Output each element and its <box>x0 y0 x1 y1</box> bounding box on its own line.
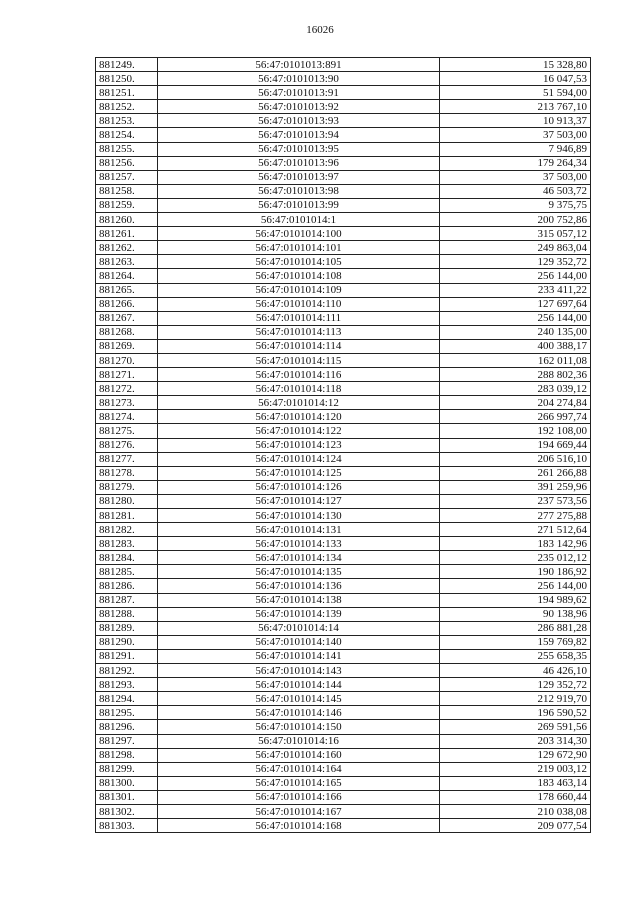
value-cell: 204 274,84 <box>440 396 591 410</box>
table-row <box>96 72 591 86</box>
cadastral-number-cell: 56:47:0101013:93 <box>158 114 440 128</box>
cadastral-number-cell: 56:47:0101014:146 <box>158 706 440 720</box>
row-number-cell: 881278. <box>96 466 158 480</box>
row-number-cell: 881279. <box>96 480 158 494</box>
cadastral-number-cell: 56:47:0101014:160 <box>158 748 440 762</box>
table-row <box>96 523 591 537</box>
cadastral-number-cell: 56:47:0101013:97 <box>158 170 440 184</box>
cadastral-number-cell: 56:47:0101014:125 <box>158 466 440 480</box>
value-cell: 233 411,22 <box>440 283 591 297</box>
cadastral-number-cell: 56:47:0101013:94 <box>158 128 440 142</box>
row-number-cell: 881261. <box>96 227 158 241</box>
value-cell: 194 989,62 <box>440 593 591 607</box>
table-row <box>96 776 591 790</box>
value-cell: 129 352,72 <box>440 255 591 269</box>
value-cell: 179 264,34 <box>440 156 591 170</box>
row-number-cell: 881274. <box>96 410 158 424</box>
table-row <box>96 734 591 748</box>
table-row <box>96 480 591 494</box>
value-cell: 269 591,56 <box>440 720 591 734</box>
cadastral-number-cell: 56:47:0101014:131 <box>158 523 440 537</box>
table-row <box>96 353 591 367</box>
cadastral-number-cell: 56:47:0101014:141 <box>158 649 440 663</box>
table-row <box>96 762 591 776</box>
value-cell: 9 375,75 <box>440 198 591 212</box>
table-row <box>96 269 591 283</box>
cadastral-number-cell: 56:47:0101014:136 <box>158 579 440 593</box>
row-number-cell: 881301. <box>96 790 158 804</box>
value-cell: 286 881,28 <box>440 621 591 635</box>
table-row <box>96 790 591 804</box>
row-number-cell: 881289. <box>96 621 158 635</box>
value-cell: 183 463,14 <box>440 776 591 790</box>
row-number-cell: 881283. <box>96 537 158 551</box>
cadastral-number-cell: 56:47:0101014:134 <box>158 551 440 565</box>
cadastral-number-cell: 56:47:0101014:122 <box>158 424 440 438</box>
table-row <box>96 748 591 762</box>
cadastral-number-cell: 56:47:0101014:101 <box>158 241 440 255</box>
table-row <box>96 410 591 424</box>
table-row <box>96 537 591 551</box>
cadastral-number-cell: 56:47:0101014:114 <box>158 339 440 353</box>
table-row <box>96 424 591 438</box>
row-number-cell: 881264. <box>96 269 158 283</box>
row-number-cell: 881272. <box>96 382 158 396</box>
table-row <box>96 255 591 269</box>
table-row <box>96 283 591 297</box>
row-number-cell: 881290. <box>96 635 158 649</box>
row-number-cell: 881276. <box>96 438 158 452</box>
cadastral-number-cell: 56:47:0101014:145 <box>158 692 440 706</box>
table-row <box>96 213 591 227</box>
table-row <box>96 156 591 170</box>
cadastral-number-cell: 56:47:0101014:130 <box>158 509 440 523</box>
row-number-cell: 881257. <box>96 170 158 184</box>
row-number-cell: 881302. <box>96 804 158 818</box>
value-cell: 46 426,10 <box>440 664 591 678</box>
value-cell: 51 594,00 <box>440 86 591 100</box>
value-cell: 209 077,54 <box>440 819 591 833</box>
value-cell: 159 769,82 <box>440 635 591 649</box>
value-cell: 288 802,36 <box>440 368 591 382</box>
cadastral-number-cell: 56:47:0101014:108 <box>158 269 440 283</box>
row-number-cell: 881292. <box>96 664 158 678</box>
table-row <box>96 678 591 692</box>
value-cell: 46 503,72 <box>440 184 591 198</box>
table-row <box>96 339 591 353</box>
value-cell: 162 011,08 <box>440 353 591 367</box>
table-row <box>96 706 591 720</box>
table-row <box>96 720 591 734</box>
table-row <box>96 804 591 818</box>
row-number-cell: 881255. <box>96 142 158 156</box>
row-number-cell: 881293. <box>96 678 158 692</box>
cadastral-number-cell: 56:47:0101013:891 <box>158 58 440 72</box>
table-row <box>96 551 591 565</box>
cadastral-number-cell: 56:47:0101014:124 <box>158 452 440 466</box>
table-row <box>96 494 591 508</box>
row-number-cell: 881249. <box>96 58 158 72</box>
table-row <box>96 438 591 452</box>
cadastral-number-cell: 56:47:0101014:110 <box>158 297 440 311</box>
cadastral-number-cell: 56:47:0101014:1 <box>158 213 440 227</box>
cadastral-number-cell: 56:47:0101014:127 <box>158 494 440 508</box>
cadastral-number-cell: 56:47:0101014:150 <box>158 720 440 734</box>
row-number-cell: 881270. <box>96 353 158 367</box>
value-cell: 219 003,12 <box>440 762 591 776</box>
row-number-cell: 881260. <box>96 213 158 227</box>
row-number-cell: 881286. <box>96 579 158 593</box>
table-row <box>96 635 591 649</box>
cadastral-number-cell: 56:47:0101013:99 <box>158 198 440 212</box>
value-cell: 203 314,30 <box>440 734 591 748</box>
value-cell: 206 516,10 <box>440 452 591 466</box>
row-number-cell: 881297. <box>96 734 158 748</box>
cadastral-number-cell: 56:47:0101014:123 <box>158 438 440 452</box>
row-number-cell: 881294. <box>96 692 158 706</box>
table-row <box>96 227 591 241</box>
cadastral-number-cell: 56:47:0101014:168 <box>158 819 440 833</box>
value-cell: 255 658,35 <box>440 649 591 663</box>
cadastral-number-cell: 56:47:0101013:92 <box>158 100 440 114</box>
cadastral-number-cell: 56:47:0101014:105 <box>158 255 440 269</box>
value-cell: 210 038,08 <box>440 804 591 818</box>
table-row <box>96 565 591 579</box>
value-cell: 256 144,00 <box>440 311 591 325</box>
value-cell: 249 863,04 <box>440 241 591 255</box>
cadastral-number-cell: 56:47:0101014:166 <box>158 790 440 804</box>
cadastral-number-cell: 56:47:0101014:143 <box>158 664 440 678</box>
value-cell: 129 672,90 <box>440 748 591 762</box>
row-number-cell: 881280. <box>96 494 158 508</box>
cadastral-number-cell: 56:47:0101014:167 <box>158 804 440 818</box>
value-cell: 277 275,88 <box>440 509 591 523</box>
cadastral-number-cell: 56:47:0101013:91 <box>158 86 440 100</box>
value-cell: 16 047,53 <box>440 72 591 86</box>
value-cell: 235 012,12 <box>440 551 591 565</box>
cadastral-number-cell: 56:47:0101014:165 <box>158 776 440 790</box>
value-cell: 400 388,17 <box>440 339 591 353</box>
cadastral-number-cell: 56:47:0101014:140 <box>158 635 440 649</box>
row-number-cell: 881291. <box>96 649 158 663</box>
table-row <box>96 142 591 156</box>
row-number-cell: 881277. <box>96 452 158 466</box>
cadastral-number-cell: 56:47:0101014:138 <box>158 593 440 607</box>
row-number-cell: 881250. <box>96 72 158 86</box>
value-cell: 127 697,64 <box>440 297 591 311</box>
table-row <box>96 382 591 396</box>
cadastral-number-cell: 56:47:0101014:113 <box>158 325 440 339</box>
value-cell: 212 919,70 <box>440 692 591 706</box>
row-number-cell: 881285. <box>96 565 158 579</box>
cadastral-number-cell: 56:47:0101014:109 <box>158 283 440 297</box>
table-row <box>96 325 591 339</box>
table-row <box>96 579 591 593</box>
table-row <box>96 607 591 621</box>
row-number-cell: 881258. <box>96 184 158 198</box>
row-number-cell: 881259. <box>96 198 158 212</box>
row-number-cell: 881303. <box>96 819 158 833</box>
cadastral-number-cell: 56:47:0101014:12 <box>158 396 440 410</box>
row-number-cell: 881252. <box>96 100 158 114</box>
row-number-cell: 881288. <box>96 607 158 621</box>
cadastral-number-cell: 56:47:0101014:126 <box>158 480 440 494</box>
row-number-cell: 881251. <box>96 86 158 100</box>
row-number-cell: 881266. <box>96 297 158 311</box>
row-number-cell: 881268. <box>96 325 158 339</box>
table-row <box>96 466 591 480</box>
value-cell: 200 752,86 <box>440 213 591 227</box>
value-cell: 129 352,72 <box>440 678 591 692</box>
table-row <box>96 184 591 198</box>
table-row <box>96 198 591 212</box>
row-number-cell: 881281. <box>96 509 158 523</box>
table-body <box>96 58 591 833</box>
row-number-cell: 881267. <box>96 311 158 325</box>
row-number-cell: 881263. <box>96 255 158 269</box>
cadastral-number-cell: 56:47:0101014:133 <box>158 537 440 551</box>
value-cell: 391 259,96 <box>440 480 591 494</box>
cadastral-number-cell: 56:47:0101014:164 <box>158 762 440 776</box>
cadastral-number-cell: 56:47:0101014:139 <box>158 607 440 621</box>
value-cell: 196 590,52 <box>440 706 591 720</box>
table-row <box>96 368 591 382</box>
value-cell: 256 144,00 <box>440 579 591 593</box>
row-number-cell: 881256. <box>96 156 158 170</box>
row-number-cell: 881262. <box>96 241 158 255</box>
table-row <box>96 509 591 523</box>
row-number-cell: 881295. <box>96 706 158 720</box>
value-cell: 178 660,44 <box>440 790 591 804</box>
value-cell: 213 767,10 <box>440 100 591 114</box>
cadastral-number-cell: 56:47:0101014:135 <box>158 565 440 579</box>
table-row <box>96 396 591 410</box>
value-cell: 271 512,64 <box>440 523 591 537</box>
table-row <box>96 114 591 128</box>
table-row <box>96 100 591 114</box>
row-number-cell: 881253. <box>96 114 158 128</box>
table-row <box>96 311 591 325</box>
cadastral-number-cell: 56:47:0101014:14 <box>158 621 440 635</box>
cadastral-number-cell: 56:47:0101013:90 <box>158 72 440 86</box>
value-cell: 15 328,80 <box>440 58 591 72</box>
row-number-cell: 881299. <box>96 762 158 776</box>
value-cell: 37 503,00 <box>440 128 591 142</box>
table-row <box>96 649 591 663</box>
table-row <box>96 297 591 311</box>
value-cell: 194 669,44 <box>440 438 591 452</box>
table-row <box>96 593 591 607</box>
value-cell: 237 573,56 <box>440 494 591 508</box>
row-number-cell: 881269. <box>96 339 158 353</box>
row-number-cell: 881271. <box>96 368 158 382</box>
row-number-cell: 881275. <box>96 424 158 438</box>
table-row <box>96 452 591 466</box>
table-row <box>96 170 591 184</box>
row-number-cell: 881254. <box>96 128 158 142</box>
cadastral-number-cell: 56:47:0101013:95 <box>158 142 440 156</box>
cadastral-value-table <box>95 57 591 833</box>
table-row <box>96 819 591 833</box>
value-cell: 256 144,00 <box>440 269 591 283</box>
table-row <box>96 128 591 142</box>
value-cell: 283 039,12 <box>440 382 591 396</box>
value-cell: 90 138,96 <box>440 607 591 621</box>
row-number-cell: 881273. <box>96 396 158 410</box>
table-row <box>96 621 591 635</box>
row-number-cell: 881298. <box>96 748 158 762</box>
cadastral-number-cell: 56:47:0101014:144 <box>158 678 440 692</box>
cadastral-number-cell: 56:47:0101014:111 <box>158 311 440 325</box>
table-row <box>96 692 591 706</box>
table-row <box>96 86 591 100</box>
value-cell: 240 135,00 <box>440 325 591 339</box>
value-cell: 37 503,00 <box>440 170 591 184</box>
cadastral-number-cell: 56:47:0101014:16 <box>158 734 440 748</box>
value-cell: 183 142,96 <box>440 537 591 551</box>
value-cell: 10 913,37 <box>440 114 591 128</box>
cadastral-number-cell: 56:47:0101013:96 <box>158 156 440 170</box>
value-cell: 261 266,88 <box>440 466 591 480</box>
row-number-cell: 881265. <box>96 283 158 297</box>
value-cell: 7 946,89 <box>440 142 591 156</box>
table-row <box>96 241 591 255</box>
row-number-cell: 881296. <box>96 720 158 734</box>
value-cell: 266 997,74 <box>440 410 591 424</box>
value-cell: 192 108,00 <box>440 424 591 438</box>
page-number: 16026 <box>306 24 334 36</box>
cadastral-number-cell: 56:47:0101014:116 <box>158 368 440 382</box>
row-number-cell: 881282. <box>96 523 158 537</box>
cadastral-number-cell: 56:47:0101014:118 <box>158 382 440 396</box>
cadastral-number-cell: 56:47:0101013:98 <box>158 184 440 198</box>
value-cell: 190 186,92 <box>440 565 591 579</box>
cadastral-number-cell: 56:47:0101014:100 <box>158 227 440 241</box>
row-number-cell: 881300. <box>96 776 158 790</box>
table-row <box>96 58 591 72</box>
cadastral-number-cell: 56:47:0101014:120 <box>158 410 440 424</box>
table-row <box>96 664 591 678</box>
value-cell: 315 057,12 <box>440 227 591 241</box>
row-number-cell: 881287. <box>96 593 158 607</box>
row-number-cell: 881284. <box>96 551 158 565</box>
cadastral-number-cell: 56:47:0101014:115 <box>158 353 440 367</box>
